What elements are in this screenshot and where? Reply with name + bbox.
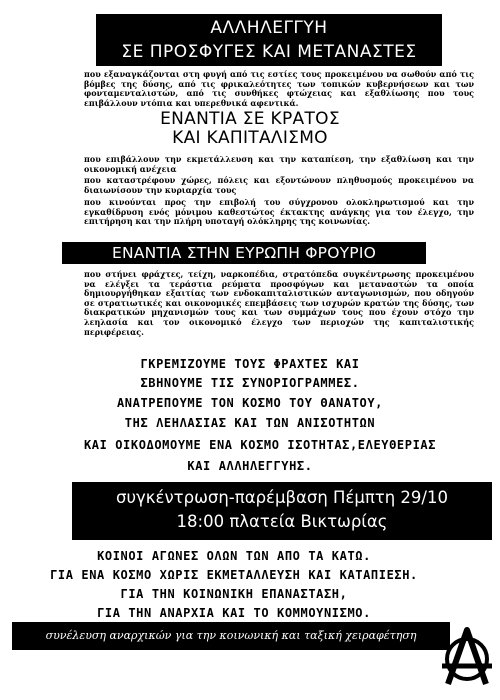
intro-paragraph: που εξαναγκάζονται στη φυγή από τις εστίες τους προκειμένου να σωθούν από τις βόμβες της δύσης, από τις φρικαλεότητες των τοπικών κυβερνήσεων και των φονταμενταλιστών, από τις συνθήκες φτώχειας και εξαθλίωσης που τους επιβάλλουν ντόπια και υπερεθνικά αφεντικά. (84, 69, 474, 108)
state-paragraph-3: που κινούνται προς την επιβολή του σύγχρονου ολοκληρωτισμού και την εγκαθίδρυση ενός μόνιμου καθεστώτος έκτακτης ανάγκης για τον έλεγχο, την επιτήρηση και την πλήρη υποταγή ολόκληρης της κοινωνίας. (84, 197, 474, 227)
slogan-line: ΑΝΑΤΡΕΠΟΥΜΕ ΤΟΝ ΚΟΣΜΟ ΤΟΥ ΘΑΝΑΤΟΥ, (116, 396, 384, 410)
heading-line-2: ΚΑΙ ΚΑΠΙΤΑΛΙΣΜΟ (172, 128, 328, 148)
state-paragraph-1: που επιβάλλουν την εκμετάλλευση και την καταπίεση, την εξαθλίωση και την οικονομική ανέχεια (84, 154, 474, 174)
slogan-line: ΚΑΙ ΑΛΛΗΛΕΓΓΥΗΣ. (187, 459, 313, 473)
heading-line-1: ΕΝΑΝΤΙΑ ΣΕ ΚΡΑΤΟΣ (160, 109, 340, 129)
title-line-2: ΣΕ ΠΡΟΣΦΥΓΕΣ ΚΑΙ ΜΕΤΑΝΑΣΤΕΣ (121, 42, 417, 62)
title-banner (96, 14, 442, 66)
footer-banner: συνέλευση αναρχικών για την κοινωνική και ταξική χειραφέτηση (12, 622, 450, 650)
event-line-2: 18:00 πλατεία Βικτωρίας (176, 512, 388, 531)
heading-fortress-europe: ΕΝΑΝΤΙΑ ΣΤΗΝ ΕΥΡΩΠΗ ΦΡΟΥΡΙΟ (62, 242, 426, 264)
slogan-line: ΓΚΡΕΜΙΖΟΥΜΕ ΤΟΥΣ ΦΡΑΧΤΕΣ ΚΑΙ (140, 357, 360, 371)
state-paragraph-2: που καταστρέφουν χώρες, πόλεις και εξοντώνουν πληθυσμούς προκειμένου να διαιωνίσουν την κυριαρχία τους (84, 175, 474, 195)
closing-slogan: ΓΙΑ ΤΗΝ ΚΟΙΝΩΝΙΚΗ ΕΠΑΝΑΣΤΑΣΗ, (120, 587, 348, 601)
europe-paragraph: που στήνει φράχτες, τείχη, ναρκοπέδια, στρατόπεδα συγκέντρωσης προκειμένου να ελέγξει τα τεράστια ρεύματα προσφύγων και μεταναστών τα οποία δημιουργήθηκαν εξαιτίας των ενδοκαπιταλιστικών ανταγωνισμών, που οδηγούν σε στρατιωτικές και οικονομικές επεμβάσεις των ισχυρών κρατών της δύσης, των διακρατικών μηχανισμών τους και των συμμάχων τους που έχουν στόχο την λεηλασία και τον οικονομικό έλεγχο των περιοχών της καπιταλιστικής περιφέρειας. (84, 269, 474, 337)
event-line-1: συγκέντρωση-παρέμβαση Πέμπτη 29/10 (116, 488, 448, 507)
slogan-line: ΤΗΣ ΛΕΗΛΑΣΙΑΣ ΚΑΙ ΤΩΝ ΑΝΙΣΟΤΗΤΩΝ (124, 416, 376, 430)
anarchy-a-icon (442, 626, 492, 688)
closing-slogan: ΚΟΙΝΟΙ ΑΓΩΝΕΣ ΟΛΩΝ ΤΩΝ ΑΠΟ ΤΑ ΚΑΤΩ. (97, 549, 371, 563)
heading-state-capitalism (0, 110, 500, 148)
event-banner (72, 482, 492, 540)
title-line-1: ΑΛΛΗΛΕΓΓΥΗ (210, 18, 328, 38)
slogan-line: ΚΑΙ ΟΙΚΟΔΟΜΟΥΜΕ ΕΝΑ ΚΟΣΜΟ ΙΣΟΤΗΤΑΣ,ΕΛΕΥΘΕΡΙΑΣ (83, 438, 437, 452)
closing-slogan: ΓΙΑ ΤΗΝ ΑΝΑΡΧΙΑ ΚΑΙ ΤΟ ΚΟΜΜΟΥΝΙΣΜΟ. (97, 606, 371, 620)
closing-slogan: ΓΙΑ ΕΝΑ ΚΟΣΜΟ ΧΩΡΙΣ ΕΚΜΕΤΑΛΛΕΥΣΗ ΚΑΙ ΚΑΤΑΠΙΕΣΗ. (50, 568, 418, 582)
slogan-line: ΣΒΗΝΟΥΜΕ ΤΙΣ ΣΥΝΟΡΙΟΓΡΑΜΜΕΣ. (140, 376, 360, 390)
